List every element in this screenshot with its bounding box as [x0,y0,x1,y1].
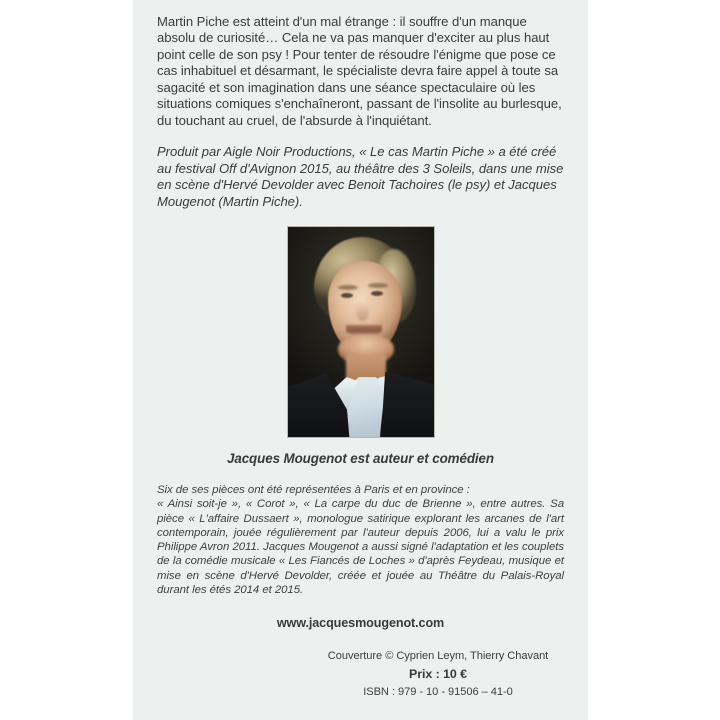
author-caption: Jacques Mougenot est auteur et comédien [227,450,494,466]
author-portrait-photo [287,226,435,438]
author-website-url[interactable]: www.jacquesmougenot.com [276,616,445,631]
synopsis-paragraph: Martin Piche est atteint d'un mal étrange : il souffre d'un manque absolu de curiosité… Cela ne va pas manquer d'exciter au plus haut point celle de son psy ! Pour tenter de résoudre l'énigme que pose ce cas inhabituel et désarmant, le spécialiste devra faire appel à toute sa sagacité et son imagination dans une séance spectaculaire où les situations comiques s'enchaîneront, passant de l'insolite au burlesque, du touchant au cruel, de l'absurde à l'inquiétant. [157,14,562,128]
cover-credit-line: Couverture © Cyprien Leym, Thierry Chavant [327,650,549,662]
portrait-eye-right [371,291,383,296]
portrait-eye-left [341,293,353,298]
book-back-cover-page [133,0,588,720]
isbn-line: ISBN : 979 - 10 - 91506 – 41-0 [363,686,513,698]
price-line: Prix : 10 € [409,667,467,681]
footer-block [312,650,564,698]
author-portrait-block [157,226,564,438]
portrait-nose [356,299,369,321]
production-credits-paragraph: Produit par Aigle Noir Productions, « Le cas Martin Piche » a été créé au festival Off d'Avignon 2015, au théâtre des 3 Soleils, dans une mise en scène d'Hervé Devolder avec Benoit Tachoires (le psy) et Jacques Mougenot (Martin Piche). [157,144,564,209]
portrait-brow-right [368,283,388,288]
author-biography-paragraph [157,466,564,597]
biography-body-text: « Ainsi soit-je », « Corot », « La carpe du duc de Brienne », entre autres. Sa pièce « L'affaire Dussaert », monologue satirique explorant les arcanes de l'art contemporain, jouée régulièrement par l'auteur depuis 2006, lui a valu le prix Philippe Avron 2011. Jacques Mougenot a aussi signé l'adaptation et les couplets de la comédie musicale « Les Fiancés de Loches » d'après Feydeau, musique et mise en scène d'Hervé Devolder, créée et jouée au Théâtre du Palais-Royal durant les étés 2014 et 2015. [157,498,564,597]
portrait-brow-left [338,285,358,290]
biography-lead-line: Six de ses pièces ont été représentées à Paris et en province : [157,483,470,496]
